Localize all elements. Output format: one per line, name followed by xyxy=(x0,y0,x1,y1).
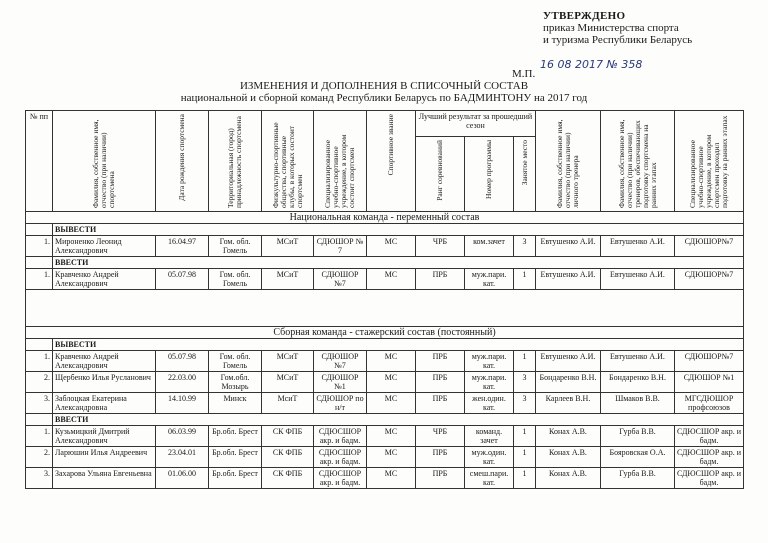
action-spacer xyxy=(26,414,53,426)
cell-soc: СК ФПБ xyxy=(262,426,314,447)
action-label: ВЫВЕСТИ xyxy=(53,224,744,236)
order-number-handwritten: 16 08 2017 № 358 xyxy=(540,58,643,71)
cell-coach: Евтушенко А.И. xyxy=(536,236,601,257)
seal-place-label: М.П. xyxy=(512,68,536,80)
cell-soc: МСиТ xyxy=(262,372,314,393)
cell-n: 1. xyxy=(26,426,53,447)
cell-terr: Гом.обл. Мозырь xyxy=(209,372,262,393)
cell-name: Заблоцкая Екатерина Александровна xyxy=(53,393,156,414)
cell-school: СДЮШОР по н/т xyxy=(314,393,367,414)
cell-soc: МСиТ xyxy=(262,351,314,372)
title-line-2: национальной и сборной команд Республики Беларусь по БАДМИНТОНУ на 2017 год xyxy=(180,92,588,104)
header-sport-title: Спортивное звание xyxy=(367,111,416,212)
cell-prog: муж.пари. кат. xyxy=(465,372,514,393)
title-line-1: ИЗМЕНЕНИЯ И ДОПОЛНЕНИЯ В СПИСОЧНЫЙ СОСТАВ xyxy=(239,80,529,92)
cell-school2: СДЮСШОР акр. и бадм. xyxy=(675,468,744,489)
action-row xyxy=(26,339,744,351)
cell-rank: ПРБ xyxy=(416,393,465,414)
cell-n: 2. xyxy=(26,372,53,393)
cell-terr: Бр.обл. Брест xyxy=(209,468,262,489)
cell-title: МС xyxy=(367,351,416,372)
cell-coach: Евтушенко А.И. xyxy=(536,269,601,290)
cell-coach2: Евтушенко А.И. xyxy=(601,269,675,290)
cell-n: 1. xyxy=(26,269,53,290)
cell-soc: МСиТ xyxy=(262,269,314,290)
cell-n: 3. xyxy=(26,393,53,414)
cell-terr: Гом. обл. Гомель xyxy=(209,269,262,290)
cell-title: МС xyxy=(367,393,416,414)
cell-terr: Бр.обл. Брест xyxy=(209,426,262,447)
cell-name: Захарова Ульяна Евгеньевна xyxy=(53,468,156,489)
table-row xyxy=(26,236,744,257)
cell-rank: ПРБ xyxy=(416,468,465,489)
approval-line-1: приказ Министерства спорта xyxy=(543,22,679,34)
action-row xyxy=(26,224,744,236)
cell-school2: СДЮШОР№7 xyxy=(675,236,744,257)
cell-coach: Карлеев В.Н. xyxy=(536,393,601,414)
cell-school2: СДЮСШОР акр. и бадм. xyxy=(675,447,744,468)
section-gap xyxy=(26,290,744,327)
cell-dob: 05.07.98 xyxy=(156,351,209,372)
cell-dob: 23.04.01 xyxy=(156,447,209,468)
cell-soc: СК ФПБ xyxy=(262,468,314,489)
cell-school: СДЮСШОР акр. и бадм. xyxy=(314,426,367,447)
roster-table xyxy=(25,110,744,489)
document-title xyxy=(0,80,768,104)
gap-cell xyxy=(26,290,744,327)
cell-prog: команд. зачет xyxy=(465,426,514,447)
cell-coach2: Евтушенко А.И. xyxy=(601,351,675,372)
table-row xyxy=(26,468,744,489)
cell-title: МС xyxy=(367,468,416,489)
table-body xyxy=(26,212,744,489)
cell-name: Ларюшин Илья Андреевич xyxy=(53,447,156,468)
cell-coach: Конах А.В. xyxy=(536,468,601,489)
cell-dob: 16.04.97 xyxy=(156,236,209,257)
action-spacer xyxy=(26,257,53,269)
action-spacer xyxy=(26,224,53,236)
cell-coach: Конах А.В. xyxy=(536,447,601,468)
cell-school: СДЮШОР №7 xyxy=(314,351,367,372)
cell-coach: Бондаренко В.Н. xyxy=(536,372,601,393)
header-coach-personal: Фамилия, собственное имя, отчество (при наличии) личного тренера xyxy=(536,111,601,212)
cell-title: МС xyxy=(367,447,416,468)
cell-coach2: Шмаков В.В. xyxy=(601,393,675,414)
section-national-title-row xyxy=(26,212,744,224)
cell-school: СДЮШОР №7 xyxy=(314,269,367,290)
table-row xyxy=(26,447,744,468)
cell-name: Кравченко Андрей Александрович xyxy=(53,351,156,372)
cell-school: СДЮСШОР акр. и бадм. xyxy=(314,468,367,489)
cell-name: Кравченко Андрей Александрович xyxy=(53,269,156,290)
cell-prog: жен.один. кат. xyxy=(465,393,514,414)
cell-rank: ПРБ xyxy=(416,372,465,393)
cell-place: 3 xyxy=(514,236,536,257)
cell-name: Кузьмицкий Дмитрий Александрович xyxy=(53,426,156,447)
cell-prog: муж.один. кат. xyxy=(465,447,514,468)
cell-title: МС xyxy=(367,372,416,393)
header-best-result: Лучший результат за прошедший сезон xyxy=(416,111,536,137)
cell-dob: 01.06.00 xyxy=(156,468,209,489)
section-trainee-title: Сборная команда - стажерский состав (постоянный) xyxy=(26,327,744,339)
cell-dob: 05.07.98 xyxy=(156,269,209,290)
cell-place: 3 xyxy=(514,393,536,414)
cell-n: 1. xyxy=(26,351,53,372)
cell-terr: Минск xyxy=(209,393,262,414)
cell-rank: ПРБ xyxy=(416,269,465,290)
header-school: Специализированное учебно-спортивное учреждение, в котором состоит спортсмен xyxy=(314,111,367,212)
header-coach-team: Фамилия, собственное имя, отчество (при наличии) тренеров, обеспечивающих подготовку спортсмена на ранних этапах xyxy=(601,111,675,212)
cell-dob: 14.10.99 xyxy=(156,393,209,414)
header-place: Занятое место xyxy=(514,137,536,212)
cell-name: Щербенко Илья Русланович xyxy=(53,372,156,393)
header-num: № пп xyxy=(26,111,53,212)
cell-coach2: Бондаренко В.Н. xyxy=(601,372,675,393)
cell-coach2: Бояровская О.А. xyxy=(601,447,675,468)
cell-n: 2. xyxy=(26,447,53,468)
cell-soc: МсиТ xyxy=(262,393,314,414)
cell-prog: муж.пари. кат. xyxy=(465,351,514,372)
cell-school2: СДЮШОР№7 xyxy=(675,351,744,372)
approval-line-2: и туризма Республики Беларусь xyxy=(543,34,693,46)
cell-title: МС xyxy=(367,426,416,447)
header-name: Фамилия, собственное имя, отчество (при наличии) спортсмена xyxy=(53,111,156,212)
header-rank: Ранг соревнований xyxy=(416,137,465,212)
cell-coach: Евтушенко А.И. xyxy=(536,351,601,372)
table-header xyxy=(26,111,744,212)
cell-soc: МСиТ xyxy=(262,236,314,257)
cell-n: 1. xyxy=(26,236,53,257)
action-spacer xyxy=(26,339,53,351)
cell-name: Мироненко Леонид Александрович xyxy=(53,236,156,257)
cell-coach2: Гурба В.В. xyxy=(601,468,675,489)
header-society: Физкультурно-спортивные общества, спортивные клубы, в которых состоит спортсмен xyxy=(262,111,314,212)
cell-place: 1 xyxy=(514,468,536,489)
section-trainee-title-row xyxy=(26,327,744,339)
cell-school: СДЮСШОР акр. и бадм. xyxy=(314,447,367,468)
section-national-title: Национальная команда - переменный состав xyxy=(26,212,744,224)
cell-place: 1 xyxy=(514,426,536,447)
action-row xyxy=(26,257,744,269)
cell-rank: ПРБ xyxy=(416,351,465,372)
cell-n: 3. xyxy=(26,468,53,489)
header-program: Номер программы xyxy=(465,137,514,212)
cell-dob: 22.03.00 xyxy=(156,372,209,393)
cell-rank: ПРБ xyxy=(416,447,465,468)
cell-rank: ЧРБ xyxy=(416,236,465,257)
cell-coach2: Гурба В.В. xyxy=(601,426,675,447)
cell-school2: СДЮСШОР акр. и бадм. xyxy=(675,426,744,447)
cell-rank: ЧРБ xyxy=(416,426,465,447)
cell-title: МС xyxy=(367,236,416,257)
cell-coach: Конах А.В. xyxy=(536,426,601,447)
cell-prog: муж.пари. кат. xyxy=(465,269,514,290)
cell-soc: СК ФПБ xyxy=(262,447,314,468)
action-label: ВВЕСТИ xyxy=(53,414,744,426)
cell-place: 1 xyxy=(514,447,536,468)
table-row xyxy=(26,372,744,393)
action-row xyxy=(26,414,744,426)
cell-terr: Гом. обл. Гомель xyxy=(209,236,262,257)
action-label: ВВЕСТИ xyxy=(53,257,744,269)
cell-school2: СДЮШОР№7 xyxy=(675,269,744,290)
cell-school2: МГСДЮШОР профсоюзов xyxy=(675,393,744,414)
approval-heading: УТВЕРЖДЕНО xyxy=(543,10,626,22)
cell-place: 1 xyxy=(514,351,536,372)
header-territory: Территориальная (город) принадлежность спортсмена xyxy=(209,111,262,212)
header-dob: Дата рождения спортсмена xyxy=(156,111,209,212)
cell-school2: СДЮШОР №1 xyxy=(675,372,744,393)
table-row xyxy=(26,351,744,372)
cell-school: СДЮШОР № 7 xyxy=(314,236,367,257)
table-row xyxy=(26,393,744,414)
cell-school: СДЮШОР №1 xyxy=(314,372,367,393)
cell-terr: Гом. обл. Гомель xyxy=(209,351,262,372)
action-label: ВЫВЕСТИ xyxy=(53,339,744,351)
cell-dob: 06.03.99 xyxy=(156,426,209,447)
cell-coach2: Евтушенко А.И. xyxy=(601,236,675,257)
cell-prog: смеш.пари. кат. xyxy=(465,468,514,489)
cell-place: 3 xyxy=(514,372,536,393)
table-row xyxy=(26,269,744,290)
table-row xyxy=(26,426,744,447)
header-school-early: Специализированное учебно-спортивное учреждение, в котором спортсмен проходил подготовку на ранних этапах xyxy=(675,111,744,212)
cell-terr: Бр.обл. Брест xyxy=(209,447,262,468)
cell-prog: ком.зачет xyxy=(465,236,514,257)
cell-place: 1 xyxy=(514,269,536,290)
cell-title: МС xyxy=(367,269,416,290)
approval-block xyxy=(543,10,692,46)
